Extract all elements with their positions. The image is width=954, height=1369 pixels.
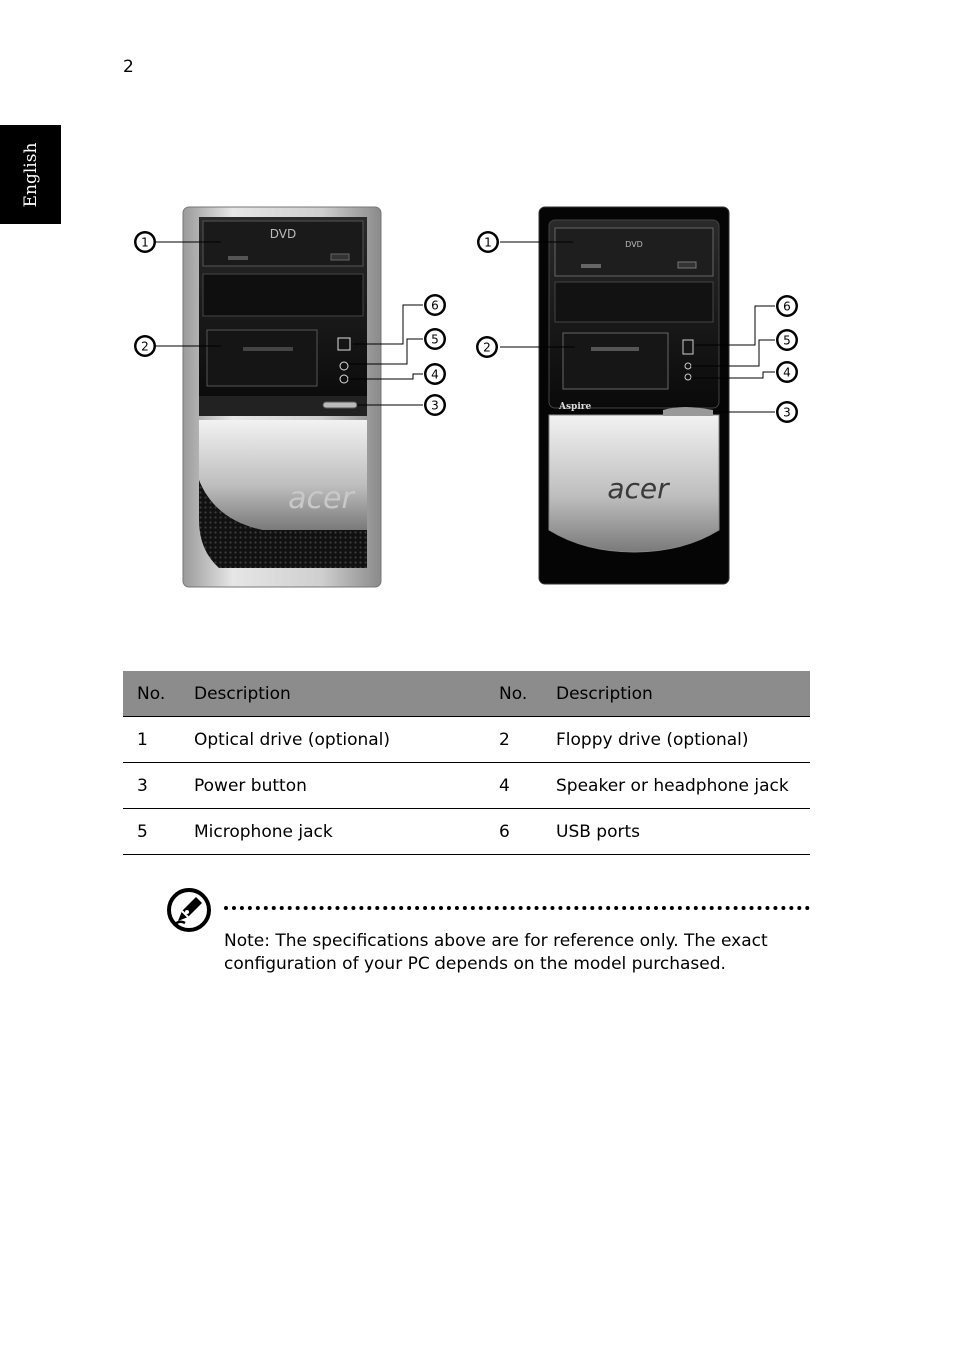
header-description-2: Description [556,671,810,717]
note-divider [224,906,810,910]
svg-text:2: 2 [141,339,149,354]
table-row [123,717,810,763]
callout-4-left [424,363,446,385]
svg-text:4: 4 [783,365,791,380]
svg-text:6: 6 [783,299,791,314]
cell-no: 1 [123,717,194,763]
table-row [123,763,810,809]
cell-description: Floppy drive (optional) [556,717,810,763]
svg-text:2: 2 [483,340,491,355]
right-pc-case [539,207,729,584]
cell-description: Microphone jack [194,809,499,855]
svg-text:1: 1 [484,235,492,250]
table-row [123,809,810,855]
callout-6-right [776,295,798,317]
svg-text:5: 5 [431,332,439,347]
callout-6-left [424,294,446,316]
left-brand-logo: acer [288,481,354,516]
svg-text:5: 5 [783,333,791,348]
right-model-label: Aspire [559,402,592,412]
cell-description: Power button [194,763,499,809]
cell-no: 3 [123,763,194,809]
callout-3-right [776,401,798,423]
page-number: 2 [123,57,134,77]
cell-no: 5 [123,809,194,855]
left-pc-case [183,207,381,587]
right-brand-logo: acer [607,472,669,505]
pc-front-panel-figure [123,190,813,600]
language-tab [0,125,61,224]
svg-text:1: 1 [141,235,149,250]
callout-1-left [134,231,156,253]
header-no-1: No. [123,671,194,717]
svg-text:4: 4 [431,367,439,382]
callout-5-right [776,329,798,351]
callout-2-left [134,335,156,357]
note-pen-icon [166,887,212,933]
language-tab-label: English [20,142,41,207]
header-description-1: Description [194,671,499,717]
dvd-label: DVD [269,227,297,241]
cell-description: Speaker or headphone jack [556,763,810,809]
svg-text:3: 3 [783,405,791,420]
table-header-row [123,671,810,717]
parts-table [123,671,810,855]
cell-no: 2 [499,717,556,763]
note-text: Note: The specifications above are for reference only. The exact configuration of your PC depends on the model purchased. [224,931,768,974]
cell-description: Optical drive (optional) [194,717,499,763]
callout-5-left [424,328,446,350]
callout-2-right [476,336,498,358]
svg-text:6: 6 [431,298,439,313]
cell-no: 4 [499,763,556,809]
header-no-2: No. [499,671,556,717]
callout-1-right [477,231,499,253]
callout-4-right [776,361,798,383]
svg-text:3: 3 [431,398,439,413]
cell-no: 6 [499,809,556,855]
callout-3-left [424,394,446,416]
cell-description: USB ports [556,809,810,855]
dvd-label: DVD [625,240,643,249]
